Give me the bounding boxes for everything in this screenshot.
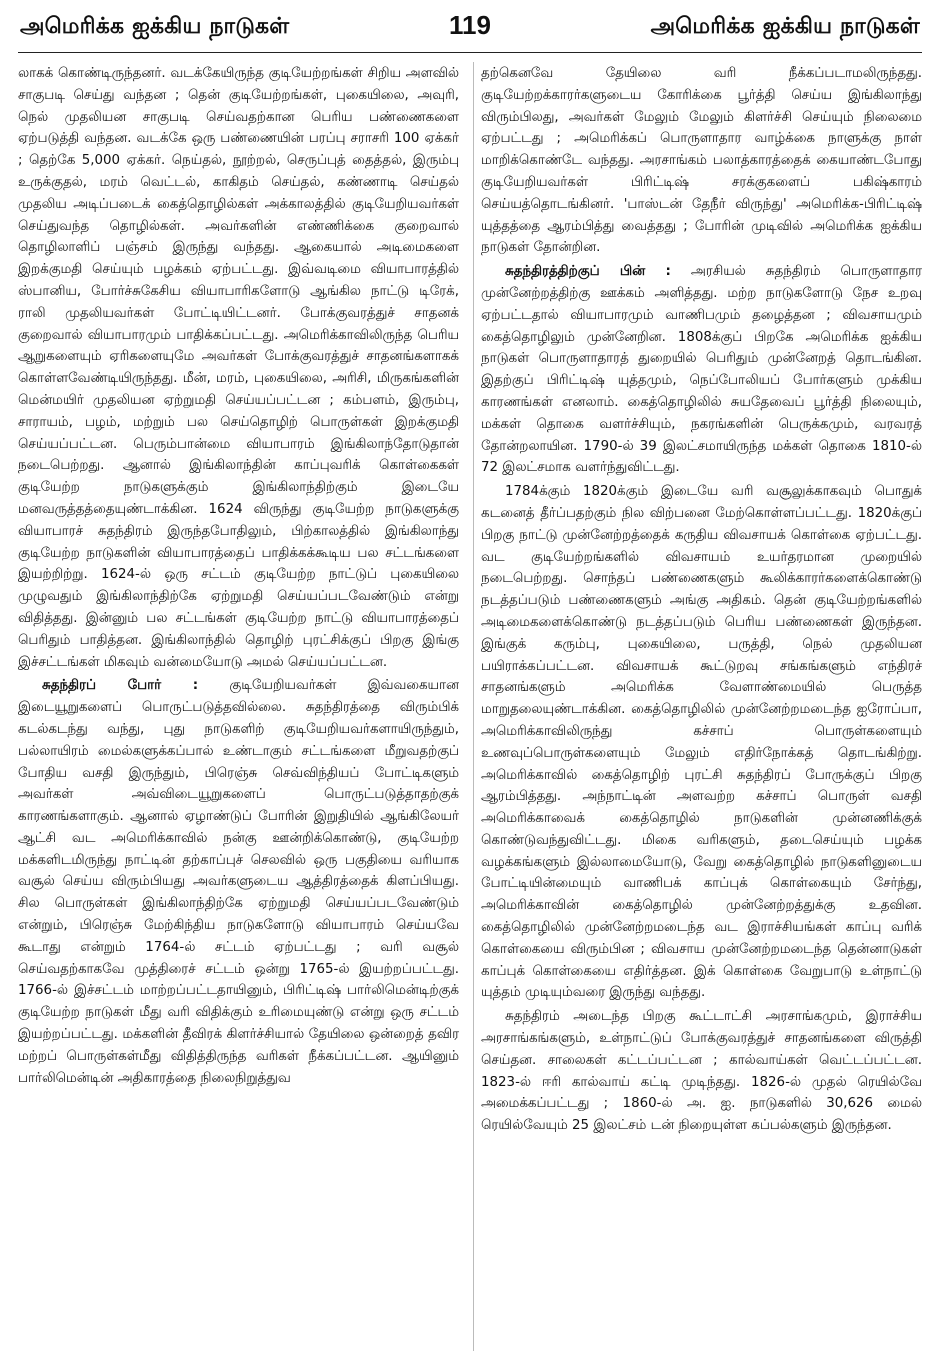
paragraph xyxy=(481,261,922,479)
paragraph-text: தற்கெனவே தேயிலை வரி நீக்கப்படாமலிருந்தது. குடியேற்றக்காரர்களுடைய கோரிக்கை பூர்த்தி செய்ய இங்கிலாந்து விரும்பிலது, அவர்கள் மேலும் மேலும் கிளர்ச்சி செய்யும் நிலைமை ஏற்பட்டது ; அமெரிக்கப் பொருளாதார வாழ்க்கை நாளுக்கு நாள் மாறிக்கொண்டே வந்தது. அரசாங்கம் பலாத்காரத்தைக் கையாண்டபோது குடியேறியவர்கள் பிரிட்டிஷ் சரக்குகளைப் பகிஷ்காரம் செய்யத்தொடங்கினர். 'பாஸ்டன் தேநீர் விருந்து' அமெரிக்க-பிரிட்டிஷ் யுத்தத்தை ஆரம்பித்து வைத்தது ; போரின் முடிவில் அமெரிக்க ஐக்கிய நாடுகள் தோன்றின. xyxy=(481,66,922,256)
paragraph-text: லாகக் கொண்டிருந்தனர். வடக்கேயிருந்த குடியேற்றங்கள் சிறிய அளவில் சாகுபடி செய்து வந்தன ; தென் குடியேற்றங்கள், புகையிலை, அவுரி, நெல் முதலியன சாகுபடி செய்வதற்கான பெரிய பண்ணைகளை ஏற்படுத்தி வந்தன. வடக்கே ஒரு பண்ணையின் பரப்பு சராசரி 100 ஏக்கர் ; தெற்கே 5,000 ஏக்கர். நெய்தல், நூற்றல், செருப்புத் தைத்தல், இரும்பு உருக்குதல், மரம் வெட்டல், காகிதம் செய்தல், கண்ணாடி செய்தல் முதலிய அடிப்படைக் கைத்தொழில்கள் அக்காலத்தில் குடியேறியவர்கள் செய்துவந்த தொழில்கள். அவர்களின் எண்ணிக்கை குறைவால் தொழிலாளிப் பஞ்சம் இருந்து வந்தது. ஆகையால் அடிமைகளை இறக்குமதி செய்யும் பழக்கம் ஏற்பட்டது. இவ்வடிமை வியாபாரத்தில் ஸ்பானிய, போர்ச்சுகேசிய வியாபாரிகளோடு ஆங்கில நாட்டு டிரேக், ராலி முதலியவர்கள் போட்டியிட்டனர். போக்குவரத்துச் சாதனக் குறைவால் வியாபாரமும் பாதிக்கப்பட்டது. அமெரிக்காவிலிருந்த பெரிய ஆறுகளையும் ஏரிகளையுமே அவர்கள் போக்குவரத்துச் சாதனங்களாகக் கொள்ளவேண்டியிருந்தது. மீன், மரம், புகையிலை, அரிசி, மிருகங்களின் மென்மயிர் முதலியன ஏற்றுமதி செய்யப்பட்டன ; கம்பளம், இரும்பு, சாராயம், பழம், மற்றும் பல செய்தொழிற் பொருள்கள் இறக்குமதி செய்யப்பட்டன. பெரும்பான்மை வியாபாரம் இங்கிலாந்தோடுதான் நடைபெற்றது. ஆனால் இங்கிலாந்தின் காப்புவரிக் கொள்கைகள் குடியேற்ற நாடுகளுக்கும் இங்கிலாந்திற்கும் இடையே மனவருத்தத்தையுண்டாக்கின. 1624 விருந்து குடியேற்ற நாடுகளுக்கு வியாபாரச் சுதந்திரம் இருந்தபோதிலும், பிற்காலத்தில் இங்கிலாந்து குடியேற்ற நாடுகளின் வியாபாரத்தைப் பாதிக்கக்கூடிய பல சட்டங்களை இயற்றிற்று. 1624-ல் ஒரு சட்டம் குடியேற்ற நாட்டுப் புகையிலை முழுவதும் இங்கிலாந்திற்கே ஏற்றுமதி செய்யப்படவேண்டும் என்று விதித்தது. இன்னும் பல சட்டங்கள் குடியேற்ற நாட்டு வியாபாரத்தைப் பெரிதும் பாதித்தன. இங்கிலாந்தில் தொழிற் புரட்சிக்குப் பிறகு இங்கு இச்சட்டங்கள் மிகவும் வன்மையோடு அமல் செய்யப்பட்டன. xyxy=(18,66,459,670)
right-column xyxy=(481,63,922,1139)
paragraph xyxy=(18,675,459,1089)
paragraph-heading: சுதந்திரத்திற்குப் பின் : xyxy=(505,264,671,280)
paragraph-heading: சுதந்திரப் போர் : xyxy=(42,678,199,694)
text-columns xyxy=(18,63,922,1139)
column-divider xyxy=(473,62,474,1351)
paragraph xyxy=(18,63,459,673)
paragraph xyxy=(481,63,922,259)
paragraph-text: அரசியல் சுதந்திரம் பொருளாதார முன்னேற்றத்திற்கு ஊக்கம் அளித்தது. மற்ற நாடுகளோடு நேச உறவு ஏற்பட்டதால் வியாபாரமும் வாணிபமும் தழைத்தன ; விவசாயமும் கைத்தொழிலும் முன்னேறின. 1808க்குப் பிறகே அமெரிக்க ஐக்கிய நாடுகள் பொருளாதாரத் துறையில் பெரிதும் முன்னேறத் தொடங்கின. இதற்குப் பிரிட்டிஷ் யுத்தமும், நெப்போலியப் போர்களும் முக்கிய காரணங்கள் எனலாம். கைத்தொழிலில் சுயதேவைப் பூர்த்தி நிலையும், மக்கள் தொகை வளர்ச்சியும், நகரங்களின் பெருக்கமும், வரவரத் தோன்றலாயின. 1790-ல் 39 இலட்சமாயிருந்த மக்கள் தொகை 1810-ல் 72 இலட்சமாக வளர்ந்துவிட்டது. xyxy=(481,264,923,476)
paragraph-text: 1784க்கும் 1820க்கும் இடையே வரி வசூலுக்காகவும் பொதுக் கடனைத் தீர்ப்பதற்கும் நில விற்பனை மேற்கொள்ளப்பட்டது. 1820க்குப் பிறகு நாட்டு முன்னேற்றத்தைக் கருதிய விவசாயக் கொள்கை ஏற்பட்டது. வட குடியேற்றங்களில் விவசாயம் உயர்தரமான முறையில் நடைபெற்றது. சொந்தப் பண்ணைகளும் கூலிக்காரர்களைக்கொண்டு நடத்தப்படும் பண்ணைகளும் அங்கு அதிகம். தென் குடியேற்றங்களில் அடிமைகளைக்கொண்டு நடத்தப்படும் பெரிய பண்ணைகள் இருந்தன. இங்குக் கரும்பு, புகையிலை, பருத்தி, நெல் முதலியன பயிராக்கப்பட்டன. விவசாயக் கூட்டுறவு சங்கங்களும் எந்திரச் சாதனங்களும் அமெரிக்க வேளாண்மையில் பெருத்த மாறுதலையுண்டாக்கின. கைத்தொழிலில் முன்னேற்றமடைந்த ஐரோப்பா, அமெரிக்காவிலிருந்து கச்சாப் பொருள்களையும் உணவுப்பொருள்களையும் மேலும் எதிர்நோக்கத் தொடங்கிற்று. அமெரிக்காவில் கைத்தொழிற் புரட்சி சுதந்திரப் போருக்குப் பிறகு ஆரம்பித்தது. அந்நாட்டின் அளவற்ற கச்சாப் பொருள் வசதி அமெரிக்காவைக் கைத்தொழில் நாடுகளின் முன்னணிக்குக் கொண்டுவந்துவிட்டது. மிகை வரிகளும், தடைசெய்யும் பழக்க வழக்கங்களும் இல்லாமையோடு, வேறு கைத்தொழில் நாடுகளினுடைய போட்டியின்மையும் வாணிபக் காப்புக் கொள்கையும் சேர்ந்து, அமெரிக்காவின் கைத்தொழில் முன்னேற்றத்துக்கு உதவின. கைத்தொழிலில் முன்னேற்றமடைந்த வட இராச்சியங்கள் காப்பு வரிக் கொள்கையை விரும்பின ; விவசாய முன்னேற்றமடைந்த தென்னாடுகள் காப்புக் கொள்கையை எதிர்த்தன. இக் கொள்கை வேறுபாடு உள்நாட்டு யுத்தம் முடியும்வரை இருந்து வந்தது. xyxy=(481,484,922,1001)
running-head-left: அமெரிக்க ஐக்கிய நாடுகள் xyxy=(20,14,290,39)
paragraph-text: குடியேறியவர்கள் இவ்வகையான இடையூறுகளைப் பொருட்படுத்தவில்லை. சுதந்திரத்தை விரும்பிக் கடல்கடந்து வந்து, புது நாடுகளிற் குடியேறியவர்களாயிருந்தும், பல்லாயிரம் மைல்களுக்கப்பால் உண்டாகும் சட்டங்களை மீறுவதற்குப் போதிய வசதி இருந்தும், பிரெஞ்சு செவ்விந்தியப் போட்டிகளும் அவர்கள் அவ்விடையூறுகளைப் பொருட்படுத்தாதற்குக் காரணங்களாகும். ஆனால் ஏழாண்டுப் போரின் இறுதியில் ஆங்கிலேயர் ஆட்சி வட அமெரிக்காவில் நன்கு ஊன்றிக்கொண்டு, குடியேற்ற மக்களிடமிருந்து நாட்டின் தற்காப்புச் செலவில் ஒரு பகுதியை வரியாக வசூல் செய்ய விரும்பியது அவர்களுடைய ஆத்திரத்தைக் கிளப்பியது. சில பொருள்கள் இங்கிலாந்திற்கே ஏற்றுமதி செய்யப்படவேண்டும் என்றும், பிரெஞ்சு மேற்கிந்திய நாடுகளோடு வியாபாரம் செய்யவே கூடாது என்றும் 1764-ல் சட்டம் ஏற்பட்டது ; வரி வசூல் செய்வதற்காகவே முத்திரைச் சட்டம் ஒன்று 1765-ல் இயற்றப்பட்டது. 1766-ல் இச்சட்டம் மாற்றப்பட்டதாயினும், பிரிட்டிஷ் பார்லிமென்டிற்குக் குடியேற்ற நாடுகள் மீது வரி விதிக்கும் உரிமையுண்டு என்று ஒரு சட்டம் இயற்றப்பட்டது. மக்களின் தீவிரக் கிளர்ச்சியால் தேயிலை ஒன்றைத் தவிர மற்றப் பொருள்கள்மீது விதித்திருந்த வரிகள் நீக்கப்பட்டன. ஆயினும் பார்லிமென்டின் அதிகாரத்தை நிலைநிறுத்துவ xyxy=(18,678,459,1086)
paragraph xyxy=(481,481,922,1004)
running-head-right: அமெரிக்க ஐக்கிய நாடுகள் xyxy=(650,14,920,39)
page-header xyxy=(18,0,922,53)
paragraph xyxy=(481,1006,922,1137)
page-number: 119 xyxy=(449,10,491,40)
paragraph-text: சுதந்திரம் அடைந்த பிறகு கூட்டாட்சி அரசாங்கமும், இராச்சிய அரசாங்கங்களும், உள்நாட்டுப் போக்குவரத்துச் சாதனங்களை விருத்தி செய்தன. சாலைகள் கட்டப்பட்டன ; கால்வாய்கள் வெட்டப்பட்டன. 1823-ல் ஈரி கால்வாய் கட்டி முடிந்தது. 1826-ல் முதல் ரெயில்வே அமைக்கப்பட்டது ; 1860-ல் அ. ஐ. நாடுகளில் 30,626 மைல் ரெயில்வேயும் 25 இலட்சம் டன் நிறையுள்ள கப்பல்களும் இருந்தன. xyxy=(481,1009,922,1134)
left-column xyxy=(18,63,459,1139)
